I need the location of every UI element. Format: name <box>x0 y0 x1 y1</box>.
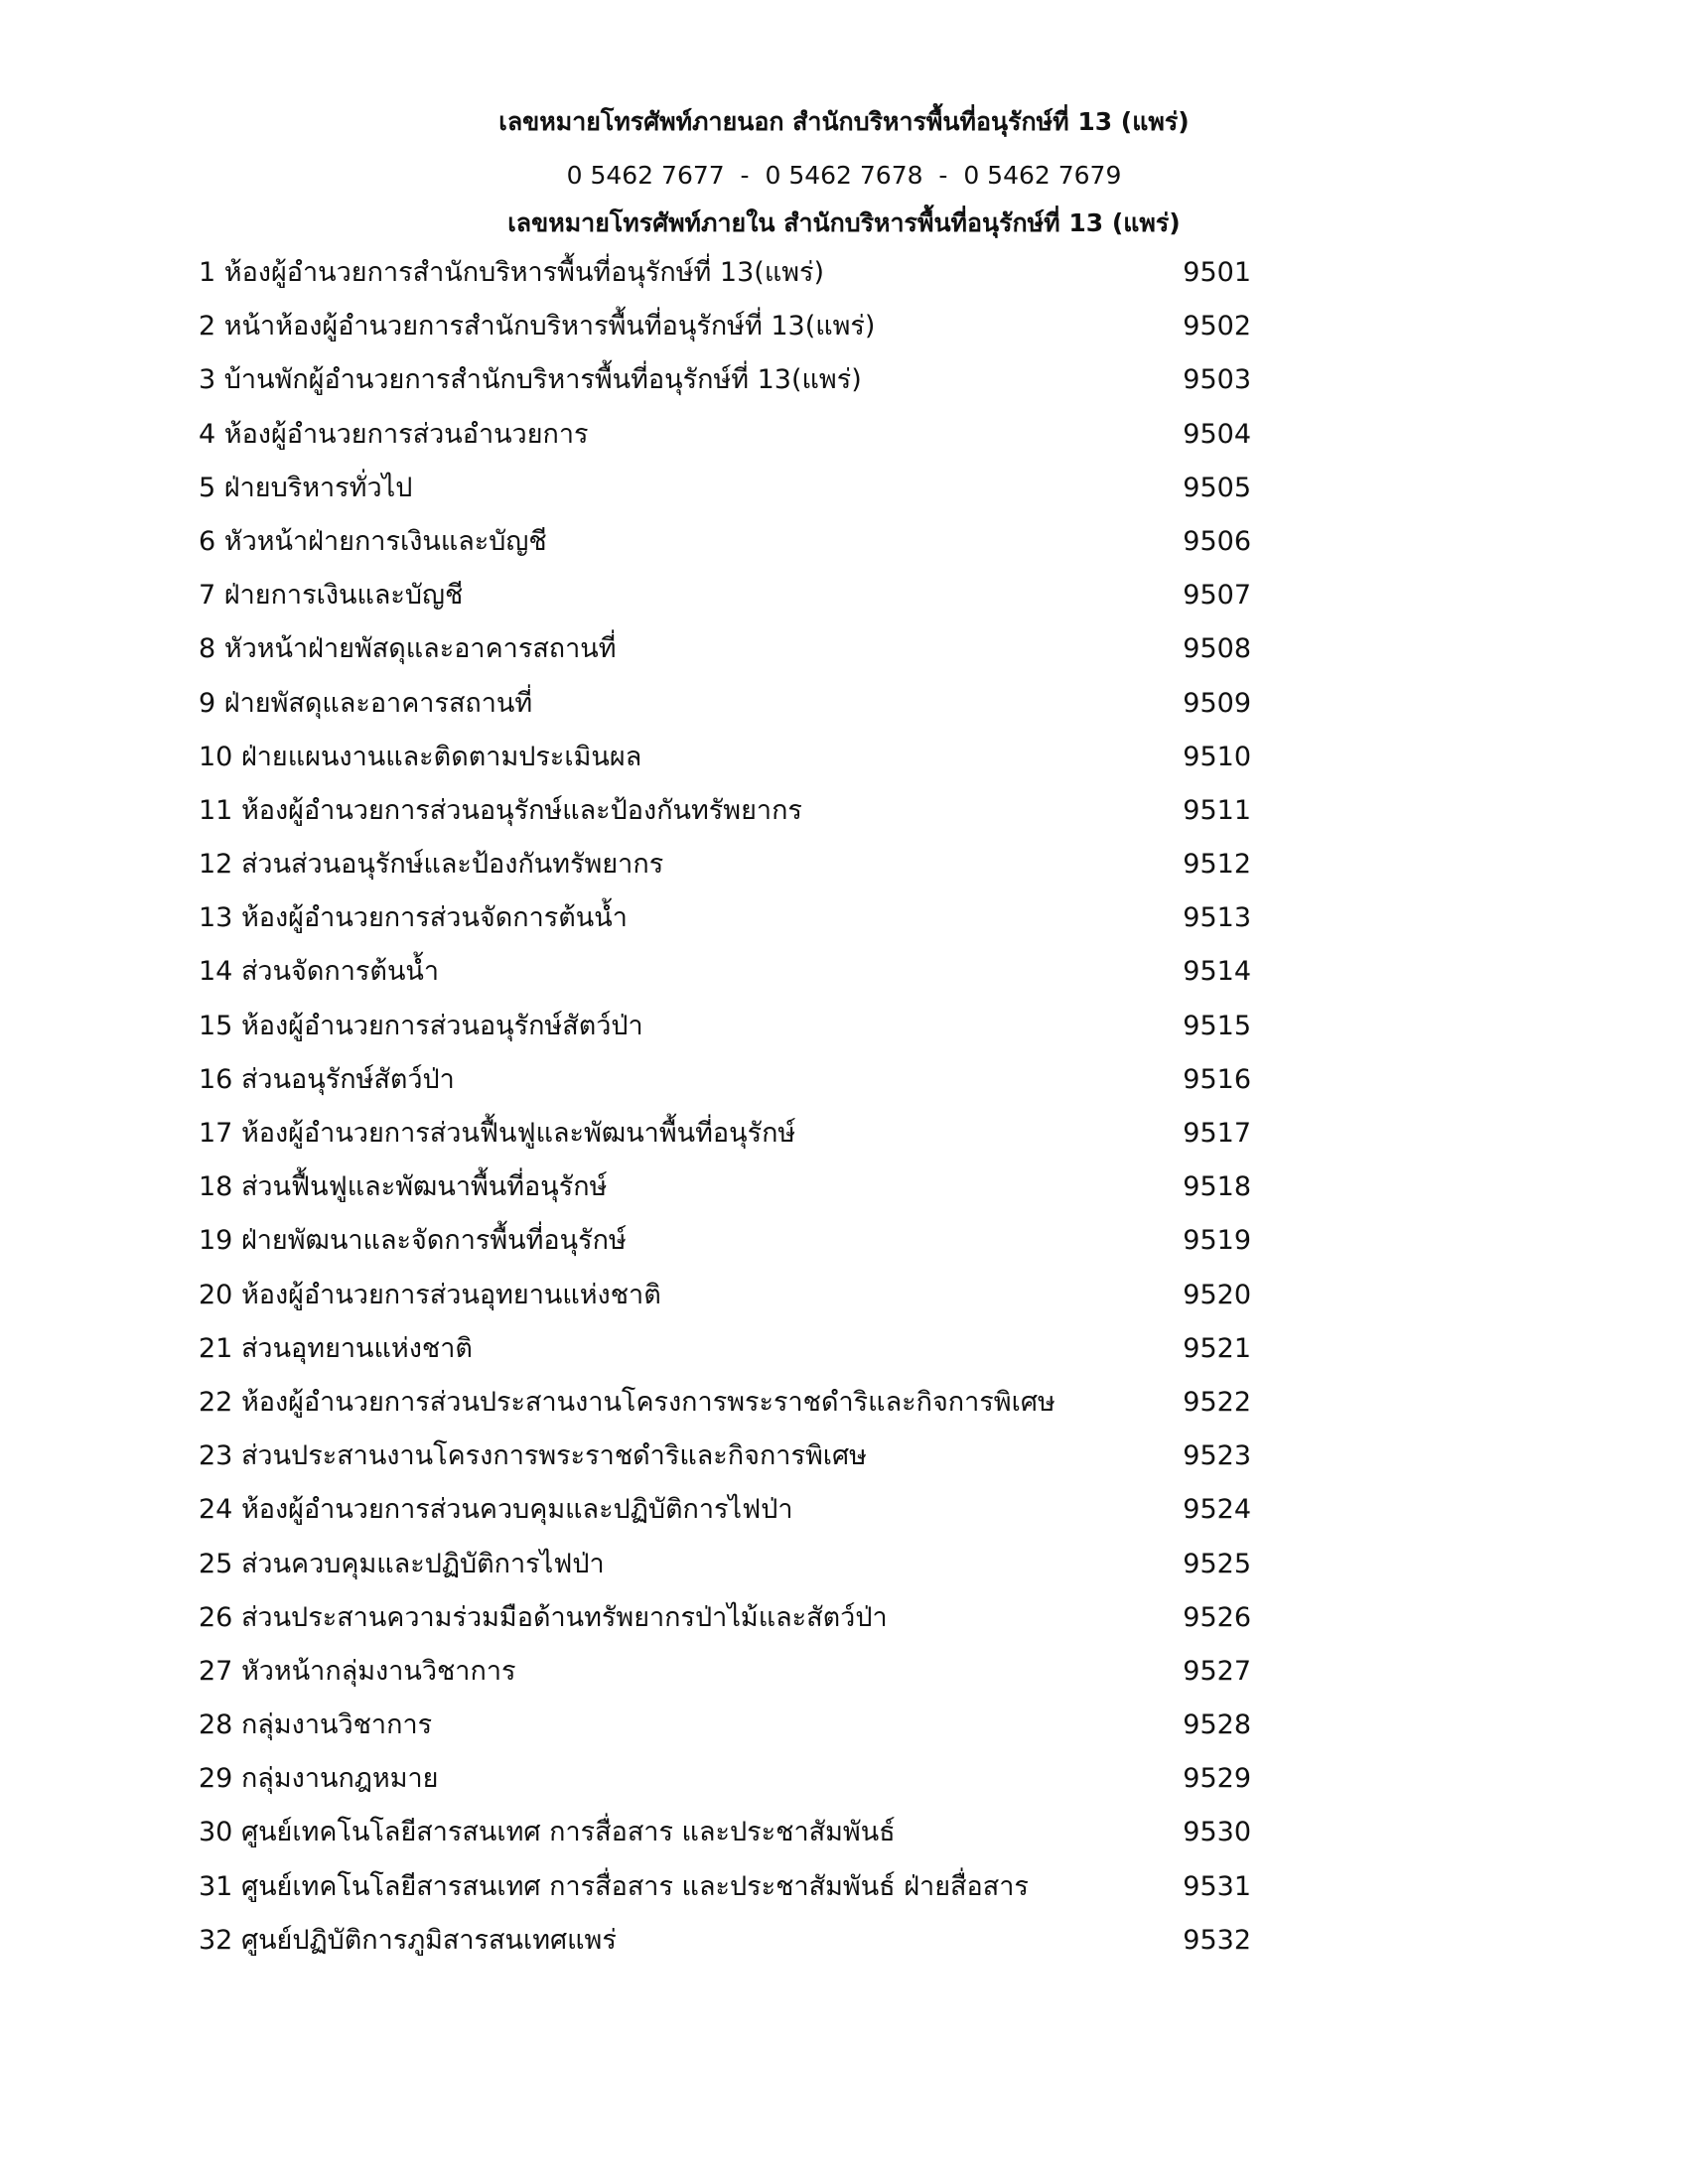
extension-office-name: ห้องผู้อำนวยการส่วนประสานงานโครงการพระราชดำริและกิจการพิเศษ <box>240 1386 1055 1418</box>
extension-office-name: ฝ่ายแผนงานและติดตามประเมินผล <box>240 741 642 772</box>
extension-code: 9510 <box>1183 741 1251 772</box>
internal-phone-title: เลขหมายโทรศัพท์ภายใน สำนักบริหารพื้นที่อนุรักษ์ที่ 13 (แพร่) <box>507 208 1181 237</box>
extension-office-name: หัวหน้าฝ่ายพัสดุและอาคารสถานที่ <box>223 633 617 665</box>
extension-number-index: 10 <box>199 741 233 772</box>
extension-code: 9502 <box>1183 311 1251 342</box>
extension-office-name: หัวหน้าฝ่ายการเงินและบัญชี <box>223 525 547 557</box>
extension-row <box>199 1329 1251 1383</box>
extension-office-name: หัวหน้ากลุ่มงานวิชาการ <box>240 1655 516 1687</box>
extension-code: 9504 <box>1183 418 1251 450</box>
extension-number-index: 16 <box>199 1063 233 1095</box>
extension-number-index: 25 <box>199 1548 233 1579</box>
extension-code: 9514 <box>1183 956 1251 988</box>
extension-code: 9516 <box>1183 1063 1251 1095</box>
extension-row <box>199 1490 1251 1544</box>
extension-row <box>199 1921 1251 1975</box>
extension-row <box>199 1007 1251 1060</box>
extension-row <box>199 360 1251 414</box>
extension-number-index: 26 <box>199 1601 233 1633</box>
extension-number-index: 1 <box>199 257 216 288</box>
extension-office-name: ห้องผู้อำนวยการส่วนอนุรักษ์สัตว์ป่า <box>240 1010 643 1041</box>
extension-row <box>199 1167 1251 1221</box>
extension-code: 9513 <box>1183 902 1251 934</box>
extension-row <box>199 1706 1251 1759</box>
extension-office-name: ห้องผู้อำนวยการส่วนอำนวยการ <box>223 418 589 450</box>
extension-number-index: 2 <box>199 311 216 342</box>
extension-number-index: 6 <box>199 525 216 557</box>
extension-row <box>199 253 1251 307</box>
extension-number-index: 4 <box>199 418 216 450</box>
extension-row <box>199 469 1251 522</box>
extension-code: 9509 <box>1183 687 1251 719</box>
extension-office-name: ห้องผู้อำนวยการส่วนควบคุมและปฏิบัติการไฟป่า <box>240 1494 793 1526</box>
extension-number-index: 19 <box>199 1225 233 1257</box>
extension-office-name: ห้องผู้อำนวยการส่วนจัดการต้นน้ำ <box>240 902 628 934</box>
extension-office-name: ฝ่ายพัสดุและอาคารสถานที่ <box>223 687 533 719</box>
extension-office-name: บ้านพักผู้อำนวยการสำนักบริหารพื้นที่อนุรักษ์ที่ 13(แพร่) <box>223 364 862 396</box>
extension-number-index: 24 <box>199 1494 233 1526</box>
extension-row <box>199 522 1251 576</box>
extension-code: 9527 <box>1183 1655 1251 1687</box>
external-phone-numbers: 0 5462 7677 - 0 5462 7678 - 0 5462 7679 <box>566 161 1122 190</box>
extension-row <box>199 952 1251 1006</box>
extension-number-index: 29 <box>199 1763 233 1795</box>
extension-row <box>199 1060 1251 1114</box>
extension-code: 9525 <box>1183 1548 1251 1579</box>
extension-office-name: ห้องผู้อำนวยการส่วนอุทยานแห่งชาติ <box>240 1279 661 1310</box>
extension-code: 9521 <box>1183 1332 1251 1364</box>
extension-code: 9519 <box>1183 1225 1251 1257</box>
extension-office-name: กลุ่มงานวิชาการ <box>240 1709 433 1741</box>
extension-code: 9528 <box>1183 1709 1251 1741</box>
extension-number-index: 11 <box>199 794 233 826</box>
extension-number-index: 32 <box>199 1924 233 1956</box>
extension-row <box>199 1867 1251 1921</box>
extension-code: 9523 <box>1183 1440 1251 1472</box>
extension-number-index: 30 <box>199 1817 233 1848</box>
extension-code: 9520 <box>1183 1279 1251 1310</box>
extension-row <box>199 1545 1251 1598</box>
extension-office-name: หน้าห้องผู้อำนวยการสำนักบริหารพื้นที่อนุรักษ์ที่ 13(แพร่) <box>223 311 876 342</box>
extension-code: 9507 <box>1183 580 1251 612</box>
extension-code: 9505 <box>1183 472 1251 503</box>
extension-row <box>199 629 1251 683</box>
extension-row <box>199 684 1251 738</box>
extension-row <box>199 1114 1251 1167</box>
extension-code: 9517 <box>1183 1118 1251 1149</box>
extension-row <box>199 415 1251 469</box>
extension-number-index: 3 <box>199 364 216 396</box>
extension-number-index: 22 <box>199 1386 233 1418</box>
extension-code: 9508 <box>1183 633 1251 665</box>
extension-row <box>199 791 1251 845</box>
extension-code: 9503 <box>1183 364 1251 396</box>
extension-office-name: ส่วนประสานงานโครงการพระราชดำริและกิจการพิเศษ <box>240 1440 867 1472</box>
extension-office-name: ฝ่ายบริหารทั่วไป <box>223 472 413 503</box>
extension-number-index: 21 <box>199 1332 233 1364</box>
extension-number-index: 15 <box>199 1010 233 1041</box>
extension-row <box>199 1436 1251 1490</box>
extension-row <box>199 845 1251 898</box>
extension-office-name: ส่วนควบคุมและปฏิบัติการไฟป่า <box>240 1548 605 1579</box>
extension-list <box>199 253 1251 1975</box>
extension-code: 9522 <box>1183 1386 1251 1418</box>
extension-office-name: ฝ่ายพัฒนาและจัดการพื้นที่อนุรักษ์ <box>240 1225 627 1257</box>
extension-number-index: 8 <box>199 633 216 665</box>
extension-code: 9532 <box>1183 1924 1251 1956</box>
extension-code: 9531 <box>1183 1870 1251 1902</box>
extension-number-index: 27 <box>199 1655 233 1687</box>
extension-office-name: ห้องผู้อำนวยการสำนักบริหารพื้นที่อนุรักษ์ที่ 13(แพร่) <box>223 257 825 288</box>
extension-office-name: ศูนย์เทคโนโลยีสารสนเทศ การสื่อสาร และประชาสัมพันธ์ <box>240 1817 896 1848</box>
extension-code: 9506 <box>1183 525 1251 557</box>
extension-code: 9501 <box>1183 257 1251 288</box>
extension-number-index: 18 <box>199 1171 233 1203</box>
external-phone-title: เลขหมายโทรศัพท์ภายนอก สำนักบริหารพื้นที่อนุรักษ์ที่ 13 (แพร่) <box>498 107 1190 136</box>
extension-office-name: ส่วนอุทยานแห่งชาติ <box>240 1332 473 1364</box>
extension-number-index: 7 <box>199 580 216 612</box>
extension-row <box>199 1652 1251 1706</box>
extension-office-name: ฝ่ายการเงินและบัญชี <box>223 580 464 612</box>
extension-row <box>199 1221 1251 1275</box>
extension-row <box>199 1383 1251 1436</box>
extension-office-name: ห้องผู้อำนวยการส่วนอนุรักษ์และป้องกันทรัพยากร <box>240 794 802 826</box>
extension-number-index: 5 <box>199 472 216 503</box>
extension-row <box>199 738 1251 791</box>
extension-number-index: 31 <box>199 1870 233 1902</box>
extension-number-index: 13 <box>199 902 233 934</box>
extension-office-name: ห้องผู้อำนวยการส่วนฟื้นฟูและพัฒนาพื้นที่อนุรักษ์ <box>240 1118 796 1149</box>
extension-row <box>199 1598 1251 1652</box>
extension-number-index: 23 <box>199 1440 233 1472</box>
extension-code: 9524 <box>1183 1494 1251 1526</box>
extension-number-index: 14 <box>199 956 233 988</box>
extension-code: 9515 <box>1183 1010 1251 1041</box>
extension-number-index: 9 <box>199 687 216 719</box>
extension-code: 9529 <box>1183 1763 1251 1795</box>
extension-row <box>199 898 1251 952</box>
extension-office-name: ส่วนส่วนอนุรักษ์และป้องกันทรัพยากร <box>240 849 664 881</box>
extension-office-name: ศูนย์ปฏิบัติการภูมิสารสนเทศแพร่ <box>240 1924 617 1956</box>
extension-code: 9511 <box>1183 794 1251 826</box>
extension-row <box>199 1813 1251 1866</box>
extension-row <box>199 1759 1251 1813</box>
extension-number-index: 20 <box>199 1279 233 1310</box>
extension-office-name: ส่วนฟื้นฟูและพัฒนาพื้นที่อนุรักษ์ <box>240 1171 608 1203</box>
extension-office-name: ส่วนประสานความร่วมมือด้านทรัพยากรป่าไม้และสัตว์ป่า <box>240 1601 888 1633</box>
extension-office-name: กลุ่มงานกฎหมาย <box>240 1763 439 1795</box>
extension-code: 9518 <box>1183 1171 1251 1203</box>
extension-code: 9526 <box>1183 1601 1251 1633</box>
extension-row <box>199 1276 1251 1329</box>
extension-row <box>199 576 1251 629</box>
extension-office-name: ส่วนอนุรักษ์สัตว์ป่า <box>240 1063 455 1095</box>
extension-office-name: ศูนย์เทคโนโลยีสารสนเทศ การสื่อสาร และประชาสัมพันธ์ ฝ่ายสื่อสาร <box>240 1870 1029 1902</box>
extension-number-index: 28 <box>199 1709 233 1741</box>
extension-number-index: 17 <box>199 1118 233 1149</box>
extension-office-name: ส่วนจัดการต้นน้ำ <box>240 956 440 988</box>
extension-number-index: 12 <box>199 849 233 881</box>
extension-code: 9512 <box>1183 849 1251 881</box>
extension-row <box>199 307 1251 360</box>
extension-code: 9530 <box>1183 1817 1251 1848</box>
